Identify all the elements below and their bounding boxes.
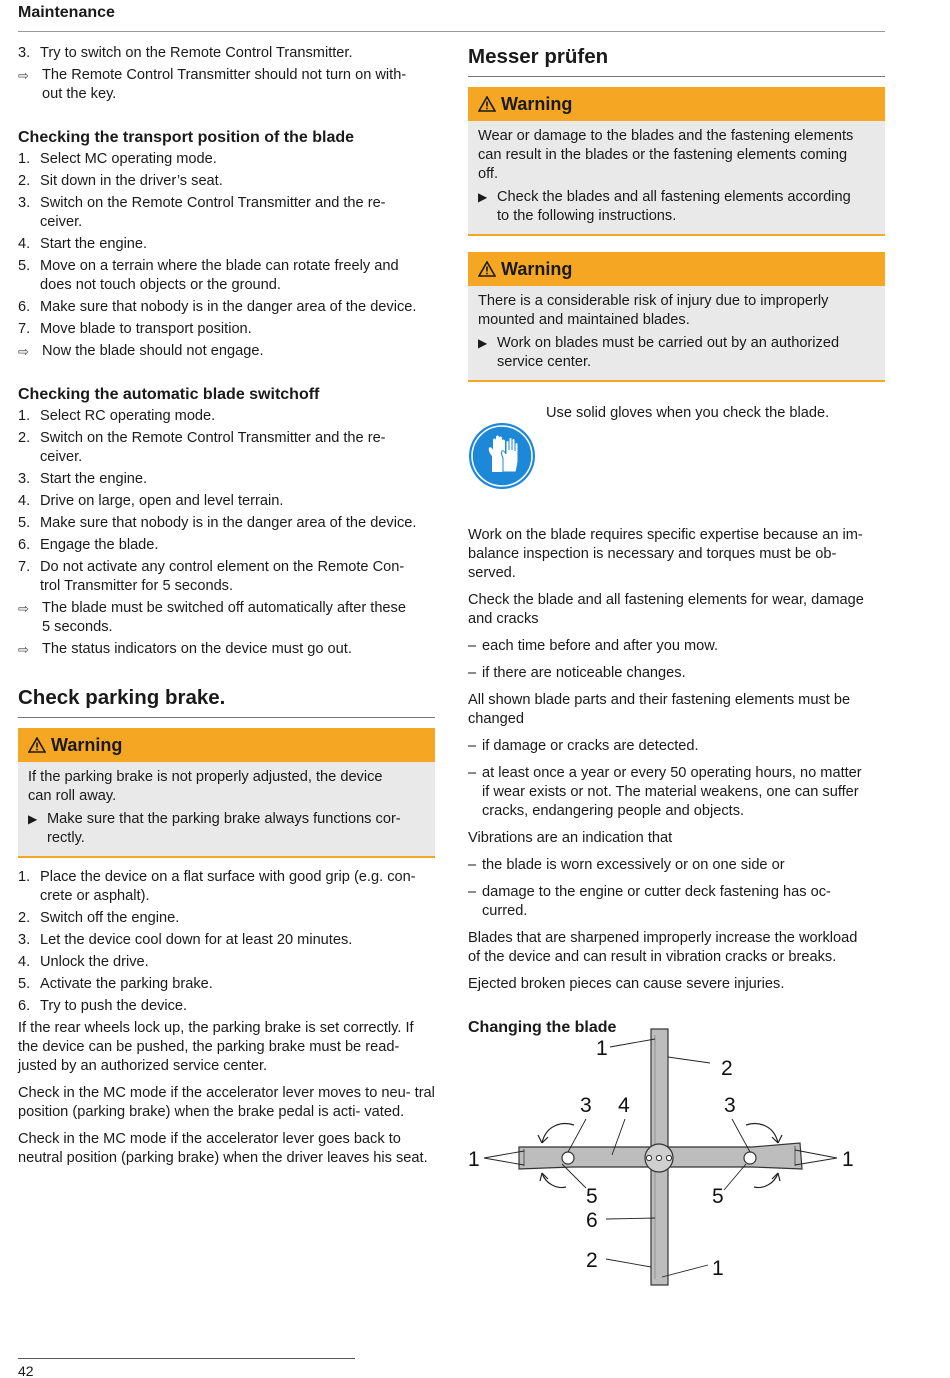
intro-steps <box>18 44 435 63</box>
warning-header <box>468 87 885 121</box>
result-item: ⇨ Now the blade should not engage. <box>18 343 264 359</box>
list-item: 5. Activate the parking brake. <box>18 976 213 992</box>
section-subtitle-changing: Changing the blade <box>468 1019 617 1036</box>
paragraph: Work on the blade requires specific expertise because an im- balance inspection is necessary and torques must be ob- served. <box>468 527 863 581</box>
paragraph: All shown blade parts and their fastening elements must be changed <box>468 692 851 727</box>
left-column <box>18 44 435 1168</box>
warning-label: Warning <box>51 734 123 755</box>
list-item: 4. Start the engine. <box>18 236 148 252</box>
dash-item: – each time before and after you mow. <box>468 638 719 654</box>
warning-box-blade-wear <box>468 87 885 236</box>
list-item: 4. Drive on large, open and level terrain. <box>18 493 284 509</box>
warning-label: Warning <box>501 258 573 279</box>
list-item: 7. Move blade to transport position. <box>18 321 252 337</box>
list-item: 6. Make sure that nobody is in the danger area of the device. <box>18 299 417 315</box>
diagram-label: 6 <box>586 1209 598 1232</box>
action-triangle-icon: ▶ <box>478 336 488 350</box>
section-subtitle-transport: Checking the transport position of the blade <box>18 129 355 146</box>
warning-text: If the parking brake is not properly adjusted, the device can roll away. <box>28 769 383 804</box>
list-item: 3. Switch on the Remote Control Transmitter and the re- ceiver. <box>18 195 386 230</box>
right-column <box>468 44 885 1040</box>
right-bolt <box>744 1152 756 1164</box>
paragraph: Check in the MC mode if the accelerator lever moves to neu- tral position (parking brake) when the brake pedal is acti- vated. <box>18 1085 435 1120</box>
warning-triangle-icon <box>28 737 46 753</box>
footer-rule <box>18 1358 355 1359</box>
list-item: 2. Sit down in the driver’s seat. <box>18 173 223 189</box>
result-arrow-icon: ⇨ <box>18 601 29 616</box>
list-item: 2. Switch off the engine. <box>18 910 180 926</box>
list-item: 3. Start the engine. <box>18 471 148 487</box>
list-item: 5. Move on a terrain where the blade can rotate freely and does not touch objects or the ground. <box>18 258 399 293</box>
list-item: 7. Do not activate any control element on the Remote Con- trol Transmitter for 5 seconds. <box>18 559 405 594</box>
diagram-label: 4 <box>618 1094 630 1117</box>
warning-header <box>18 728 435 762</box>
result-arrow-icon: ⇨ <box>18 68 29 83</box>
section-title-parking: Check parking brake. <box>18 685 435 718</box>
paragraph: Vibrations are an indication that <box>468 830 673 846</box>
section-title-blade: Messer prüfen <box>468 44 885 77</box>
action-triangle-icon: ▶ <box>478 190 488 204</box>
warning-box-parking <box>18 728 435 858</box>
page-number: 42 <box>18 1363 34 1378</box>
diagram-label: 3 <box>724 1094 736 1117</box>
warning-action: Make sure that the parking brake always functions cor- rectly. <box>47 811 401 846</box>
list-item: 3. Let the device cool down for at least 20 minutes. <box>18 932 353 948</box>
gloves-icon <box>468 422 536 490</box>
glove-text: Use solid gloves when you check the blade. <box>546 405 830 421</box>
diagram-label: 5 <box>586 1185 598 1208</box>
warning-box-blade-injury <box>468 252 885 382</box>
dash-item: – if damage or cracks are detected. <box>468 738 699 754</box>
list-item: 5. Make sure that nobody is in the danger area of the device. <box>18 515 417 531</box>
section-subtitle-switchoff: Checking the automatic blade switchoff <box>18 386 320 403</box>
list-item: 6. Try to push the device. <box>18 998 188 1014</box>
paragraph: Check the blade and all fastening elements for wear, damage and cracks <box>468 592 864 627</box>
dash-item: – at least once a year or every 50 operating hours, no matter if wear exists or not. The material weakens, one can suffer cracks, endangering people and objects. <box>468 765 862 819</box>
diagram-label: 1 <box>842 1148 854 1171</box>
dash-item: – the blade is worn excessively or on one side or <box>468 857 785 873</box>
warning-label: Warning <box>501 93 573 114</box>
list-item: 3. Try to switch on the Remote Control Transmitter. <box>18 45 353 61</box>
diagram-label: 3 <box>580 1094 592 1117</box>
paragraph: Blades that are sharpened improperly increase the workload of the device and can result in vibration cracks or breaks. <box>468 930 858 965</box>
warning-triangle-icon <box>478 96 496 112</box>
warning-triangle-icon <box>478 261 496 277</box>
list-item: 1. Select MC operating mode. <box>18 151 217 167</box>
left-bolt <box>562 1152 574 1164</box>
diagram-label: 1 <box>712 1257 724 1280</box>
switchoff-steps <box>18 407 435 596</box>
warning-action: Work on blades must be carried out by an authorized service center. <box>497 335 840 370</box>
transport-steps <box>18 150 435 339</box>
list-item: 1. Select RC operating mode. <box>18 408 216 424</box>
action-triangle-icon: ▶ <box>28 812 38 826</box>
diagram-label: 2 <box>721 1057 733 1080</box>
header-title: Maintenance <box>18 4 115 21</box>
diagram-label: 1 <box>596 1037 608 1060</box>
list-item: 2. Switch on the Remote Control Transmitter and the re- ceiver. <box>18 430 386 465</box>
paragraph: If the rear wheels lock up, the parking brake is set correctly. If the device can be pushed, the parking brake must be read- justed by an authorized service center. <box>18 1020 414 1074</box>
blade-diagram <box>462 1025 862 1290</box>
parking-steps <box>18 868 435 1016</box>
warning-text: There is a considerable risk of injury due to improperly mounted and maintained blades. <box>478 293 829 328</box>
diagram-label: 5 <box>712 1185 724 1208</box>
paragraph: Ejected broken pieces can cause severe injuries. <box>468 976 785 992</box>
diagram-label: 1 <box>468 1148 480 1171</box>
warning-text: Wear or damage to the blades and the fastening elements can result in the blades or the fastening elements coming off. <box>478 128 854 182</box>
dash-item: – if there are noticeable changes. <box>468 665 686 681</box>
result-item: ⇨ The blade must be switched off automatically after these 5 seconds. <box>18 600 406 635</box>
result-arrow-icon: ⇨ <box>18 344 29 359</box>
page-header <box>18 2 885 32</box>
warning-header <box>468 252 885 286</box>
glove-notice <box>468 392 885 512</box>
warning-action: Check the blades and all fastening elements according to the following instructions. <box>497 189 851 224</box>
result-arrow-icon: ⇨ <box>18 642 29 657</box>
result-item: ⇨ The status indicators on the device must go out. <box>18 641 352 657</box>
list-item: 1. Place the device on a flat surface with good grip (e.g. con- crete or asphalt). <box>18 869 416 904</box>
result-item: ⇨ The Remote Control Transmitter should not turn on with- out the key. <box>18 67 407 102</box>
dash-item: – damage to the engine or cutter deck fastening has oc- curred. <box>468 884 831 919</box>
list-item: 4. Unlock the drive. <box>18 954 149 970</box>
list-item: 6. Engage the blade. <box>18 537 159 553</box>
paragraph: Check in the MC mode if the accelerator lever goes back to neutral position (parking brake) when the driver leaves his seat. <box>18 1131 428 1166</box>
diagram-label: 2 <box>586 1249 598 1272</box>
